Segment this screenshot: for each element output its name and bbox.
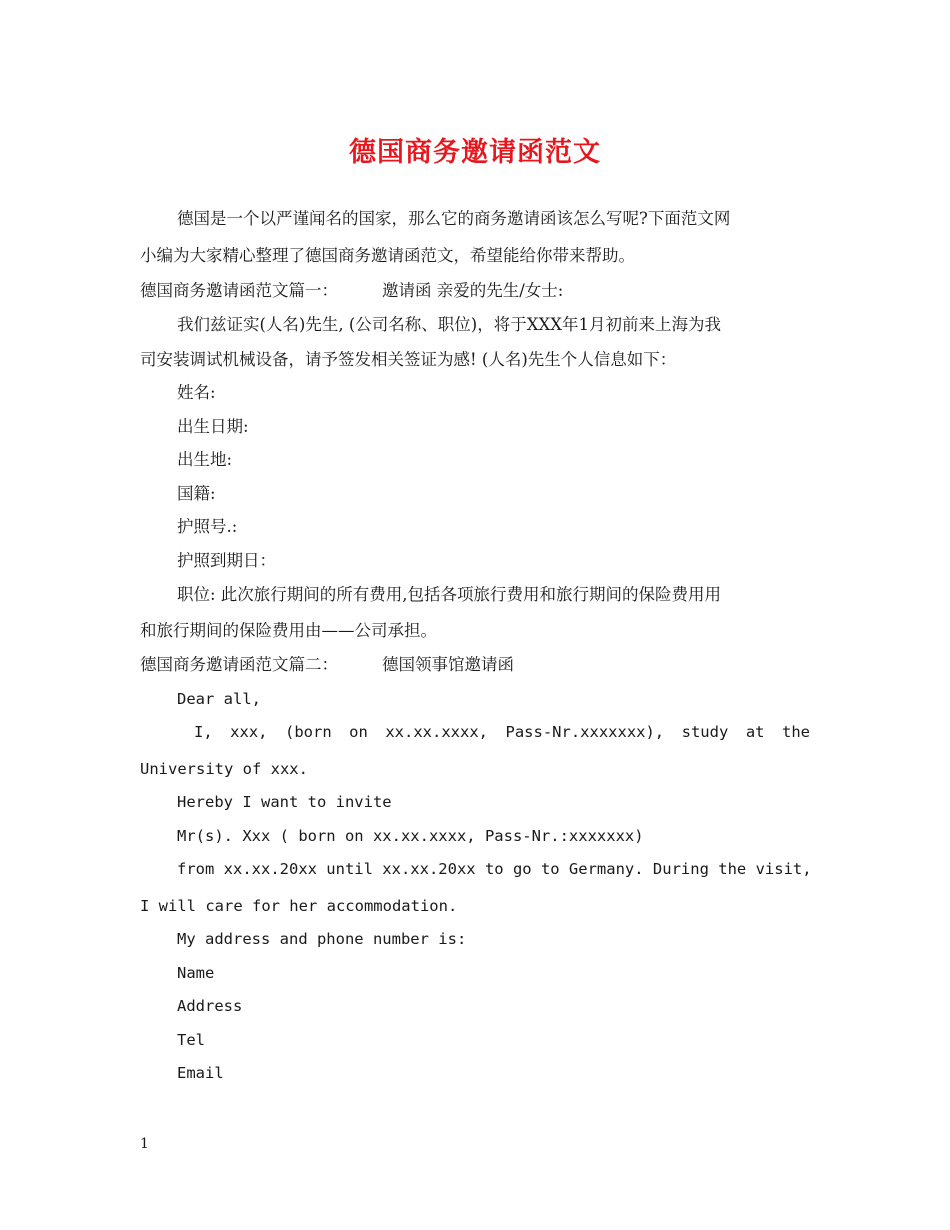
contact-name: Name — [177, 964, 215, 982]
address-intro: My address and phone number is: — [177, 930, 467, 948]
word: on — [349, 723, 368, 741]
student-line-1 — [140, 723, 810, 741]
guest-line: Mr(s). Xxx ( born on xx.xx.xxxx, Pass-Nr.:xxxxxxx) — [177, 827, 644, 845]
sample2-heading-line — [140, 655, 514, 675]
dates-line-1: from xx.xx.20xx until xx.xx.20xx to go to Germany. During the visit, — [177, 860, 812, 878]
position-line-1: 职位: 此次旅行期间的所有费用,包括各项旅行费用和旅行期间的保险费用用 — [177, 585, 722, 604]
word: study — [681, 723, 729, 741]
contact-tel: Tel — [177, 1031, 205, 1049]
word: at — [745, 723, 765, 741]
word: the — [781, 723, 810, 741]
sample1-heading-line — [140, 281, 563, 301]
field-passport-number: 护照号.: — [177, 517, 238, 536]
sample1-subheading: 邀请函 亲爱的先生/女士: — [382, 281, 564, 300]
student-line-2: University of xxx. — [140, 760, 308, 778]
word: xx.xx.xxxx, — [385, 723, 488, 741]
field-nationality: 国籍: — [177, 484, 216, 503]
word: Pass-Nr.xxxxxxx), — [505, 723, 665, 741]
field-passport-expiry: 护照到期日： — [177, 551, 276, 570]
contact-address: Address — [177, 997, 243, 1015]
word: I, — [194, 723, 213, 741]
intro-line-1: 德国是一个以严谨闻名的国家，那么它的商务邀请函该怎么写呢?下面范文网 — [177, 209, 731, 228]
sample1-heading: 德国商务邀请函范文篇一： — [140, 281, 338, 300]
greeting: Dear all, — [177, 690, 261, 708]
sample2-subheading: 德国领事馆邀请函 — [382, 655, 514, 674]
dates-line-2: I will care for her accommodation. — [140, 897, 458, 915]
field-birth-place: 出生地: — [177, 450, 233, 469]
field-birth-date: 出生日期: — [177, 417, 249, 436]
word: xxx, — [230, 723, 268, 741]
sample1-body-line-1: 我们兹证实(人名)先生, (公司名称、职位)，将于XXX年1月初前来上海为我 — [177, 315, 721, 334]
sample2-heading: 德国商务邀请函范文篇二： — [140, 655, 338, 674]
word: (born — [285, 723, 332, 741]
invite-line: Hereby I want to invite — [177, 793, 392, 811]
position-line-2: 和旅行期间的保险费用由——公司承担。 — [140, 621, 437, 640]
field-name: 姓名: — [177, 383, 216, 402]
page-number: 1 — [140, 1136, 149, 1152]
contact-email: Email — [177, 1064, 224, 1082]
sample1-body-line-2: 司安装调试机械设备，请予签发相关签证为感! (人名)先生个人信息如下： — [140, 350, 677, 369]
document-title: 德国商务邀请函范文 — [349, 137, 601, 168]
intro-line-2: 小编为大家精心整理了德国商务邀请函范文，希望能给你带来帮助。 — [140, 246, 635, 265]
